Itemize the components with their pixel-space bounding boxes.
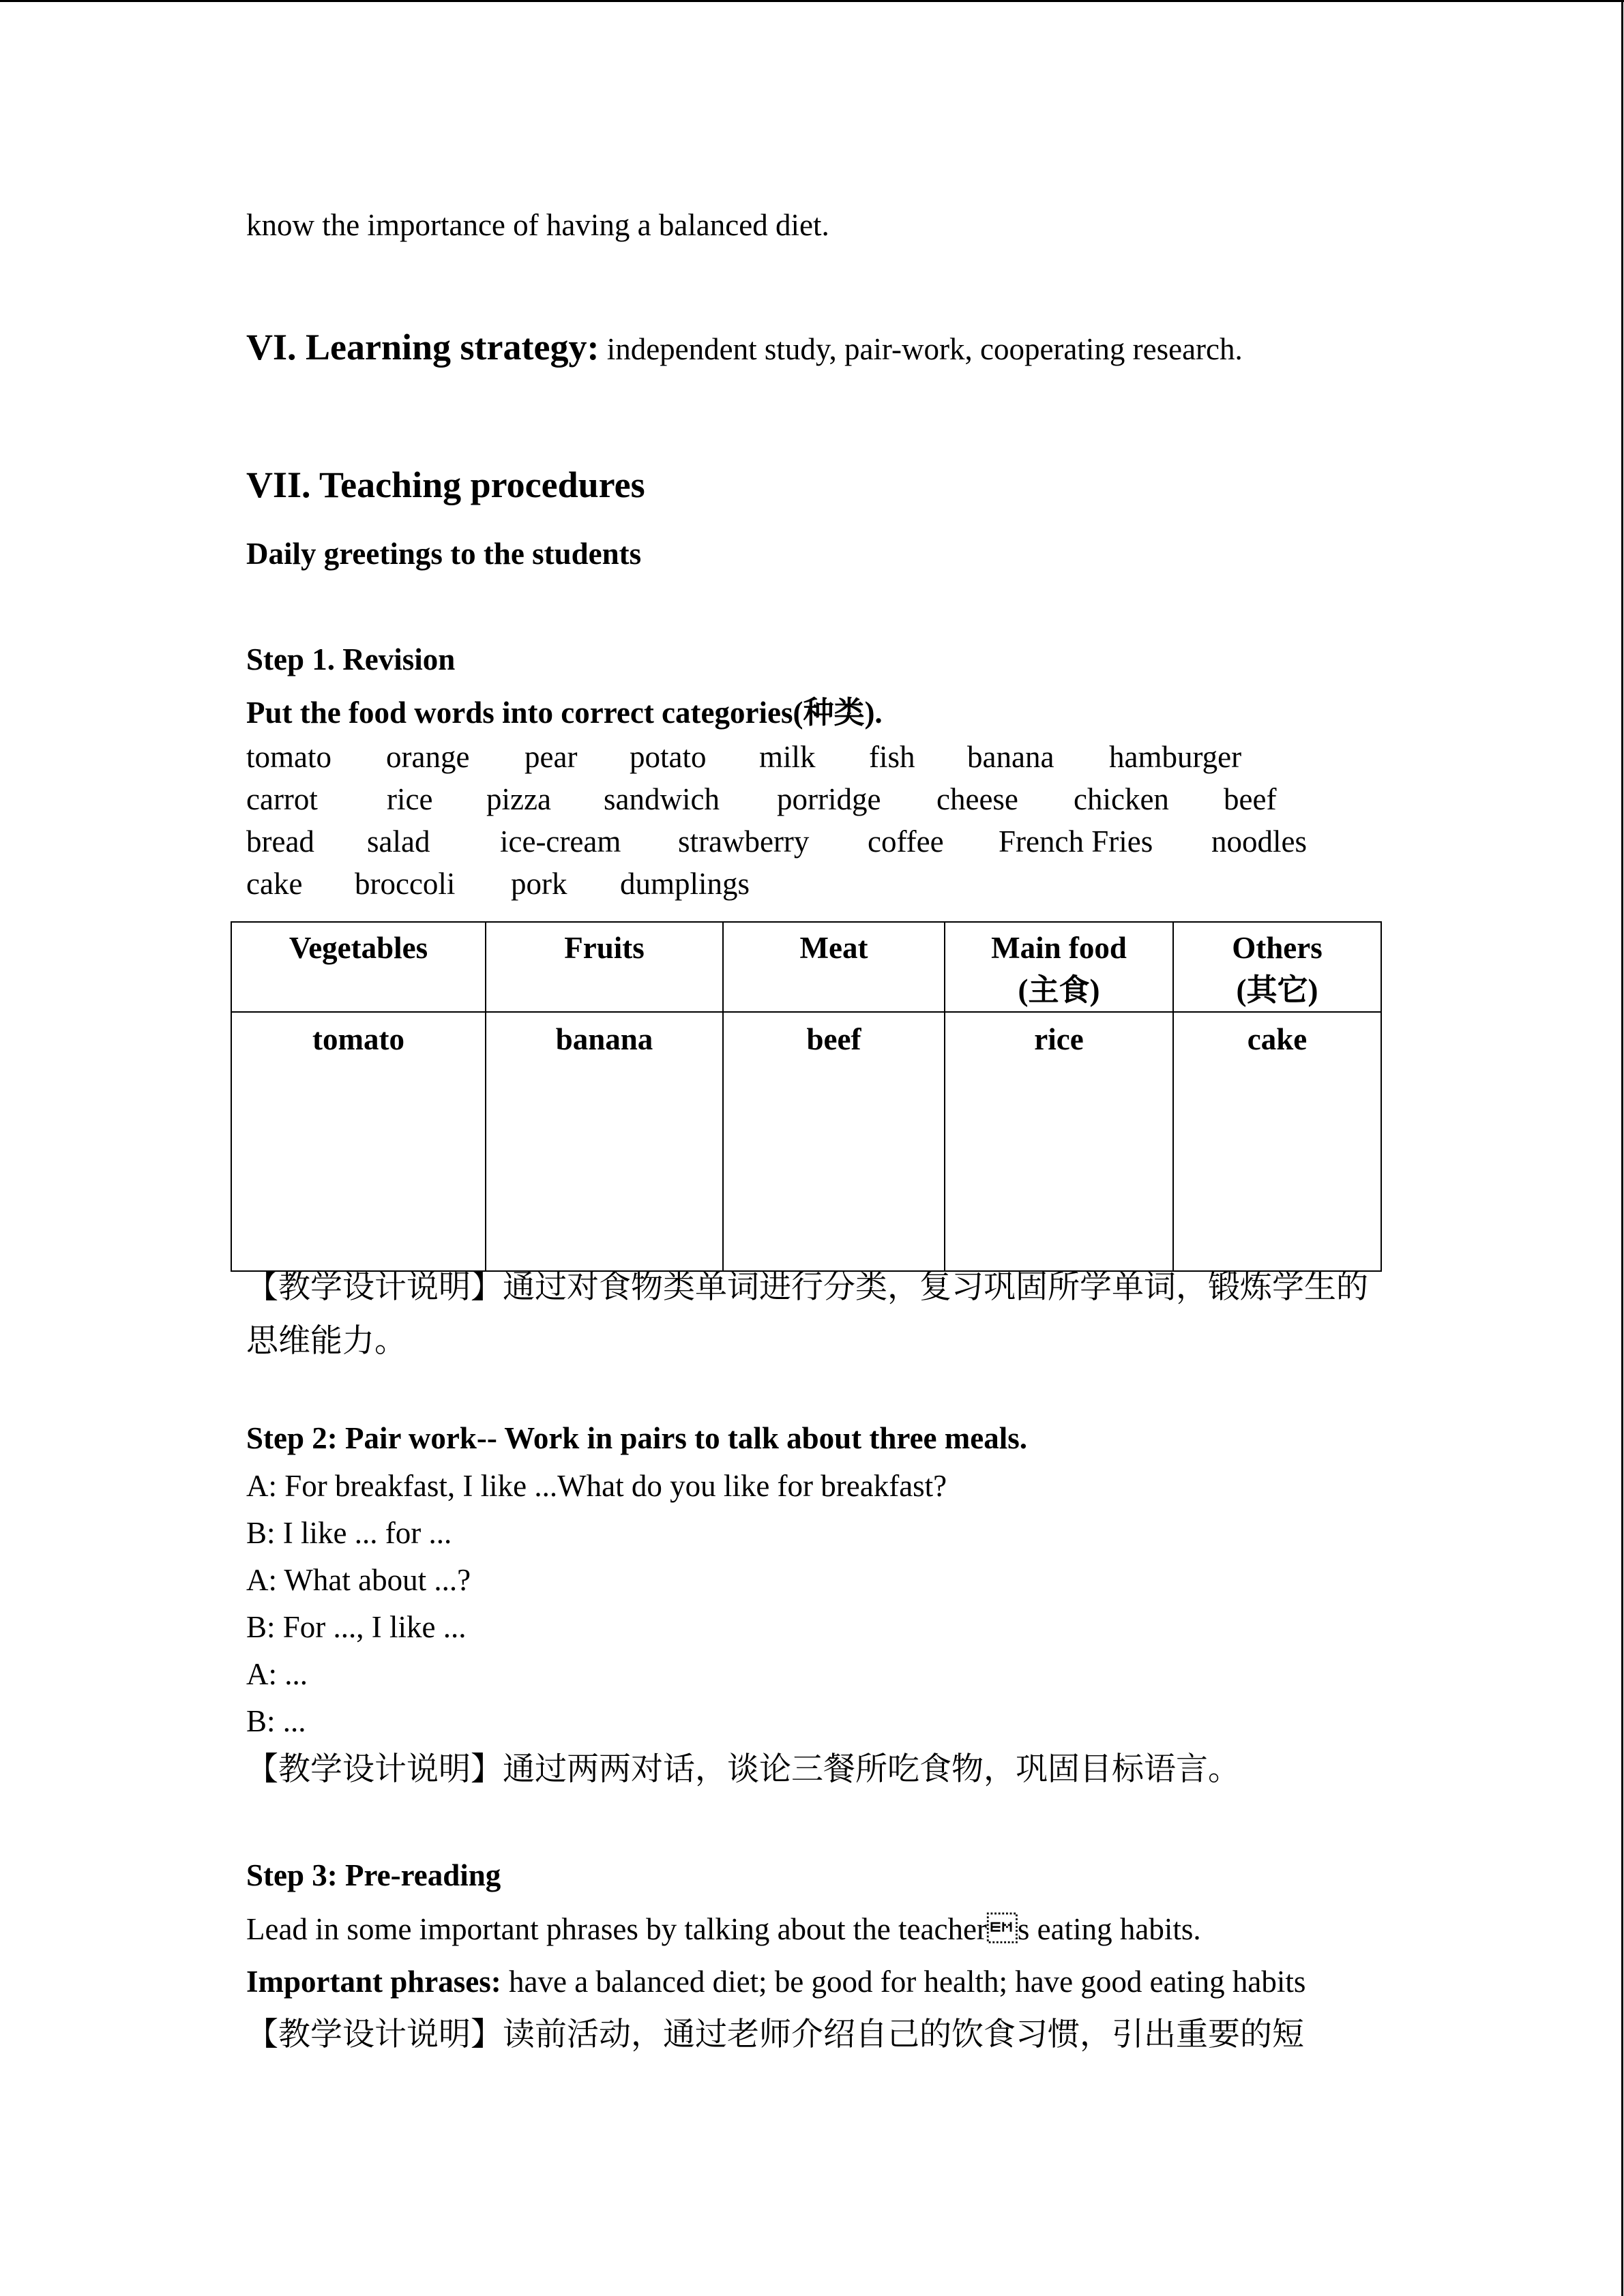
word-row (246, 869, 1378, 911)
header-main-food: Main food (主食) (945, 922, 1173, 1012)
step3-title: Step 3: Pre-reading (246, 1858, 501, 1892)
food-word: carrot (246, 782, 318, 816)
food-word: bread (246, 824, 314, 859)
food-word: cheese (936, 782, 1018, 816)
table-row (231, 1012, 1381, 1271)
word-row (246, 742, 1378, 784)
dialogue-line: B: For ..., I like ... (246, 1610, 467, 1644)
food-word: orange (386, 740, 470, 774)
cell-main-food: rice (945, 1012, 1173, 1271)
header-meat: Meat (723, 922, 945, 1012)
procedures-heading: VII. Teaching procedures (246, 464, 645, 505)
cell-fruits: banana (486, 1012, 723, 1271)
food-word: noodles (1211, 824, 1307, 859)
greetings: Daily greetings to the students (246, 537, 642, 571)
food-word: dumplings (620, 867, 750, 901)
food-word: potato (630, 740, 707, 774)
food-word: porridge (777, 782, 881, 816)
cell-vegetables: tomato (231, 1012, 486, 1271)
header-others: Others (其它) (1173, 922, 1381, 1012)
dialogue-line: A: What about ...? (246, 1563, 471, 1597)
strategy-heading: VI. Learning strategy: (246, 327, 600, 368)
intro-line: know the importance of having a balanced diet. (246, 208, 829, 242)
food-word: ice-cream (500, 824, 621, 859)
word-row (246, 784, 1378, 826)
food-word: sandwich (604, 782, 720, 816)
food-word: rice (387, 782, 433, 816)
food-word: banana (967, 740, 1054, 774)
food-word: pork (511, 867, 567, 901)
food-word: chicken (1074, 782, 1169, 816)
food-word: cake (246, 867, 303, 901)
header-fruits: Fruits (486, 922, 723, 1012)
food-categories-table (231, 921, 1382, 1272)
step3-lead: Lead in some important phrases by talking about the teachers eating habits. (246, 1912, 1201, 1946)
food-word: hamburger (1109, 740, 1242, 774)
food-word-list (246, 742, 1378, 911)
step1-design-note: 【教学设计说明】通过对食物类单词进行分类，复习巩固所学单词，锻炼学生的思维能力。 (246, 1268, 1368, 1360)
page-top-border (0, 0, 1624, 2)
page-right-border (1621, 0, 1623, 2296)
table-header-row (231, 922, 1381, 1012)
header-vegetables: Vegetables (231, 922, 486, 1012)
food-word: coffee (868, 824, 944, 859)
step3-design-note: 【教学设计说明】读前活动，通过老师介绍自己的饮食习惯，引出重要的短 (246, 2016, 1304, 2053)
step2-design-note: 【教学设计说明】通过两两对话，谈论三餐所吃食物，巩固目标语言。 (246, 1750, 1240, 1788)
important-phrases (246, 1967, 1305, 1997)
learning-strategy (246, 329, 1243, 366)
food-word: beef (1224, 782, 1277, 816)
food-word: French Fries (999, 824, 1153, 859)
food-word: salad (367, 824, 430, 859)
step1-title: Step 1. Revision (246, 642, 456, 676)
strategy-text: independent study, pair-work, cooperating research. (599, 332, 1243, 366)
food-word: fish (869, 740, 915, 774)
word-row (246, 826, 1378, 869)
food-word: strawberry (678, 824, 810, 859)
dialogue-line: B: ... (246, 1704, 306, 1738)
dialogue-line: A: For breakfast, I like ...What do you like for breakfast? (246, 1469, 947, 1503)
food-word: pizza (486, 782, 551, 816)
cell-others: cake (1173, 1012, 1381, 1271)
food-word: milk (759, 740, 816, 774)
cell-meat: beef (723, 1012, 945, 1271)
food-word: tomato (246, 740, 331, 774)
phrases-label: Important phrases: (246, 1965, 501, 1999)
step1-instruction: Put the food words into correct categories(种类). (246, 696, 883, 730)
step2-title: Step 2: Pair work-- Work in pairs to talk about three meals. (246, 1421, 1027, 1455)
dialogue-line: B: I like ... for ... (246, 1516, 452, 1550)
food-word: broccoli (355, 867, 456, 901)
dialogue-line: A: ... (246, 1657, 308, 1691)
phrases-text: have a balanced diet; be good for health; have good eating habits (501, 1965, 1306, 1999)
food-word: pear (525, 740, 578, 774)
